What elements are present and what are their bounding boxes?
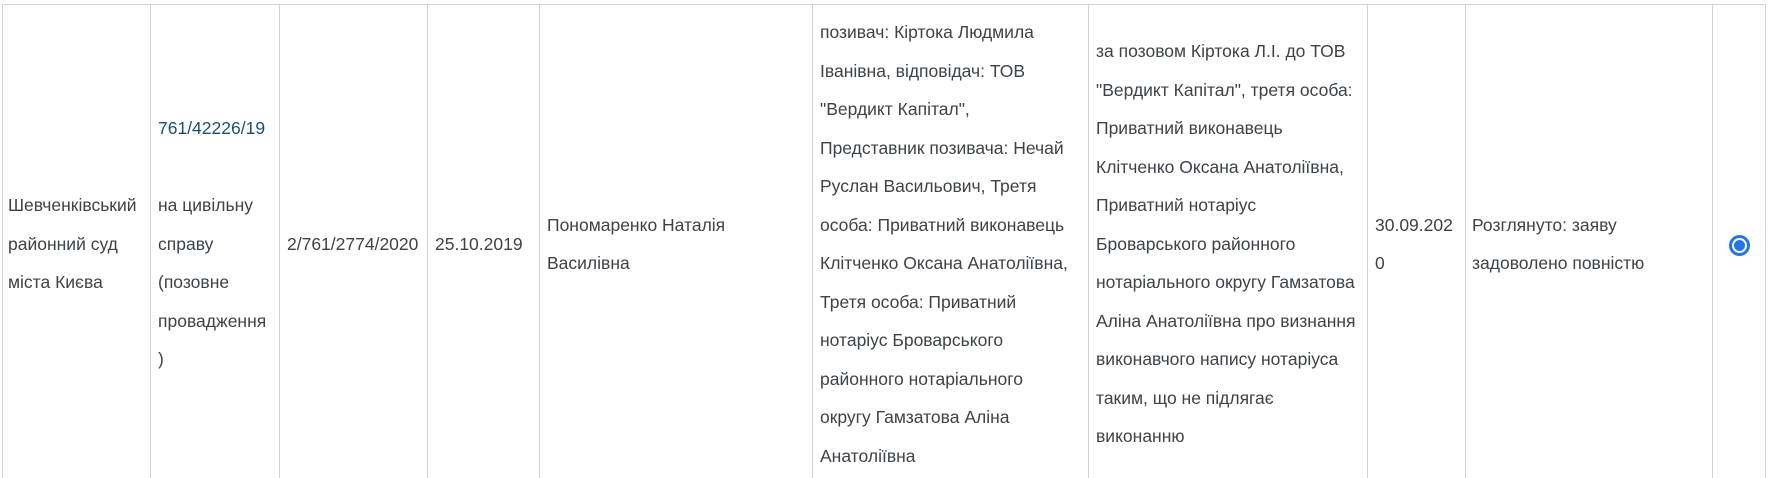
cell-court-name (3, 5, 151, 478)
radio-dot (1734, 240, 1745, 251)
cell-parties (813, 5, 1089, 478)
cell-judge (540, 5, 813, 478)
cell-row-selector (1713, 5, 1766, 478)
court-decisions-table (2, 4, 1766, 478)
table-row (3, 5, 1766, 478)
case-type-text: на цивільну справу (позовне провадження) (158, 195, 267, 370)
case-description-text: за позовом Кіртока Л.І. до ТОВ "Вердикт Капітал", третя особа: Приватний виконавець Клітченко Оксана Анатоліївна, Приватний нотаріус Броварського районного нотаріального округу Гамзатова Аліна Анатоліївна про визнання виконавчого напису нотаріуса таким, що не підлягає виконанню (1096, 41, 1356, 447)
radio-selected-icon[interactable] (1729, 235, 1750, 256)
court-name-text: Шевченківський районний суд міста Києва (8, 195, 137, 293)
cell-decision-date (1368, 5, 1466, 478)
cell-proceedings-number (280, 5, 428, 478)
proceedings-number-text: 2/761/2774/2020 (287, 233, 419, 254)
cell-resolution (1466, 5, 1713, 478)
registration-date-text: 25.10.2019 (435, 233, 523, 254)
cell-case-description (1089, 5, 1368, 478)
decision-date-text: 30.09.2020 (1375, 214, 1453, 273)
judge-name-text: Пономаренко Наталія Василівна (547, 214, 726, 273)
cell-registration-date (428, 5, 540, 478)
parties-text: позивач: Кіртока Людмила Іванівна, відповідач: ТОВ "Вердикт Капітал", Представник позивача: Нечай Руслан Васильович, Третя особа: Приватний виконавець Клітченко Оксана Анатоліївна, Третя особа: Приватний нотаріус Броварського районного нотаріального округу Гамзатова Аліна Анатоліївна (820, 22, 1068, 466)
resolution-text: Розглянуто: заяву задоволено повністю (1472, 214, 1645, 273)
cell-case-number (151, 5, 280, 478)
case-number-link[interactable]: 761/42226/19 (158, 118, 266, 139)
